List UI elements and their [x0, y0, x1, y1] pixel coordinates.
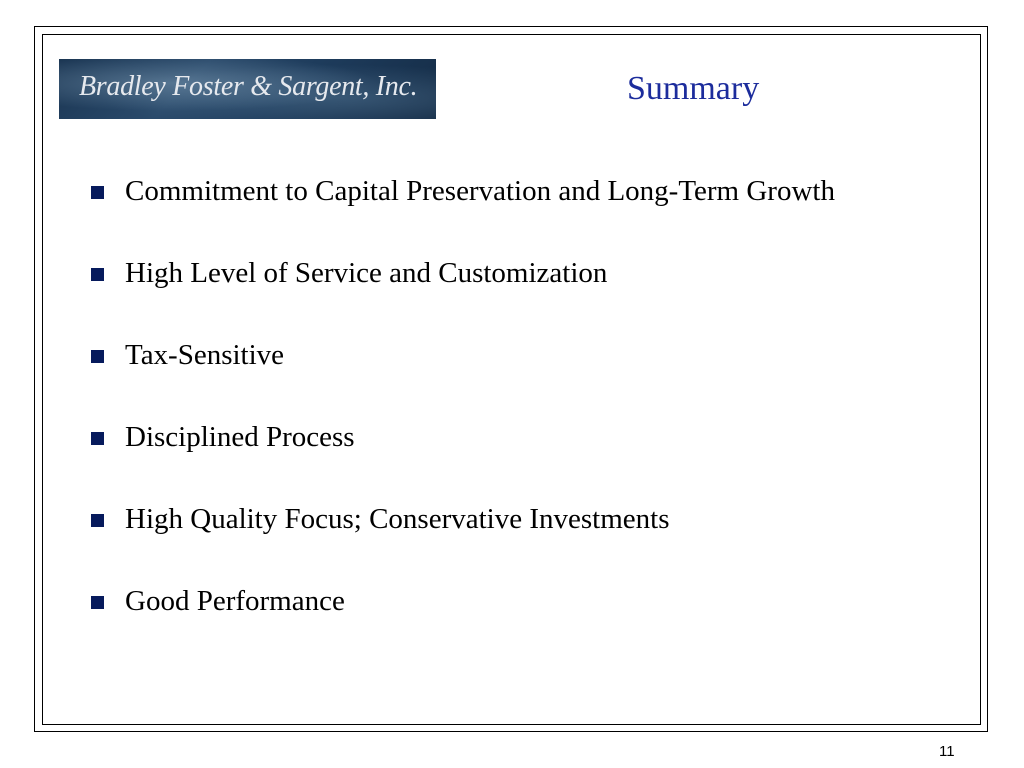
bullet-item	[88, 171, 868, 212]
page-number: 11	[939, 743, 955, 760]
company-logo	[59, 59, 436, 119]
bullet-item	[88, 417, 868, 458]
bullet-text: Tax-Sensitive	[125, 339, 285, 371]
bullet-text: Commitment to Capital Preservation and Long-Term Growth	[125, 175, 835, 207]
bullet-item	[88, 581, 868, 622]
square-bullet-icon	[91, 186, 104, 199]
square-bullet-icon	[91, 350, 104, 363]
square-bullet-icon	[91, 268, 104, 281]
bullet-text: High Quality Focus; Conservative Investments	[125, 503, 670, 535]
bullet-text: Good Performance	[125, 585, 345, 617]
bullet-list	[88, 171, 868, 663]
bullet-item	[88, 499, 868, 540]
bullet-item	[88, 253, 868, 294]
company-logo-text: Bradley Foster & Sargent, Inc.	[79, 71, 418, 102]
slide-title: Summary	[627, 70, 760, 107]
square-bullet-icon	[91, 432, 104, 445]
bullet-text: Disciplined Process	[125, 421, 355, 453]
bullet-text: High Level of Service and Customization	[125, 257, 608, 289]
square-bullet-icon	[91, 514, 104, 527]
bullet-item	[88, 335, 868, 376]
square-bullet-icon	[91, 596, 104, 609]
